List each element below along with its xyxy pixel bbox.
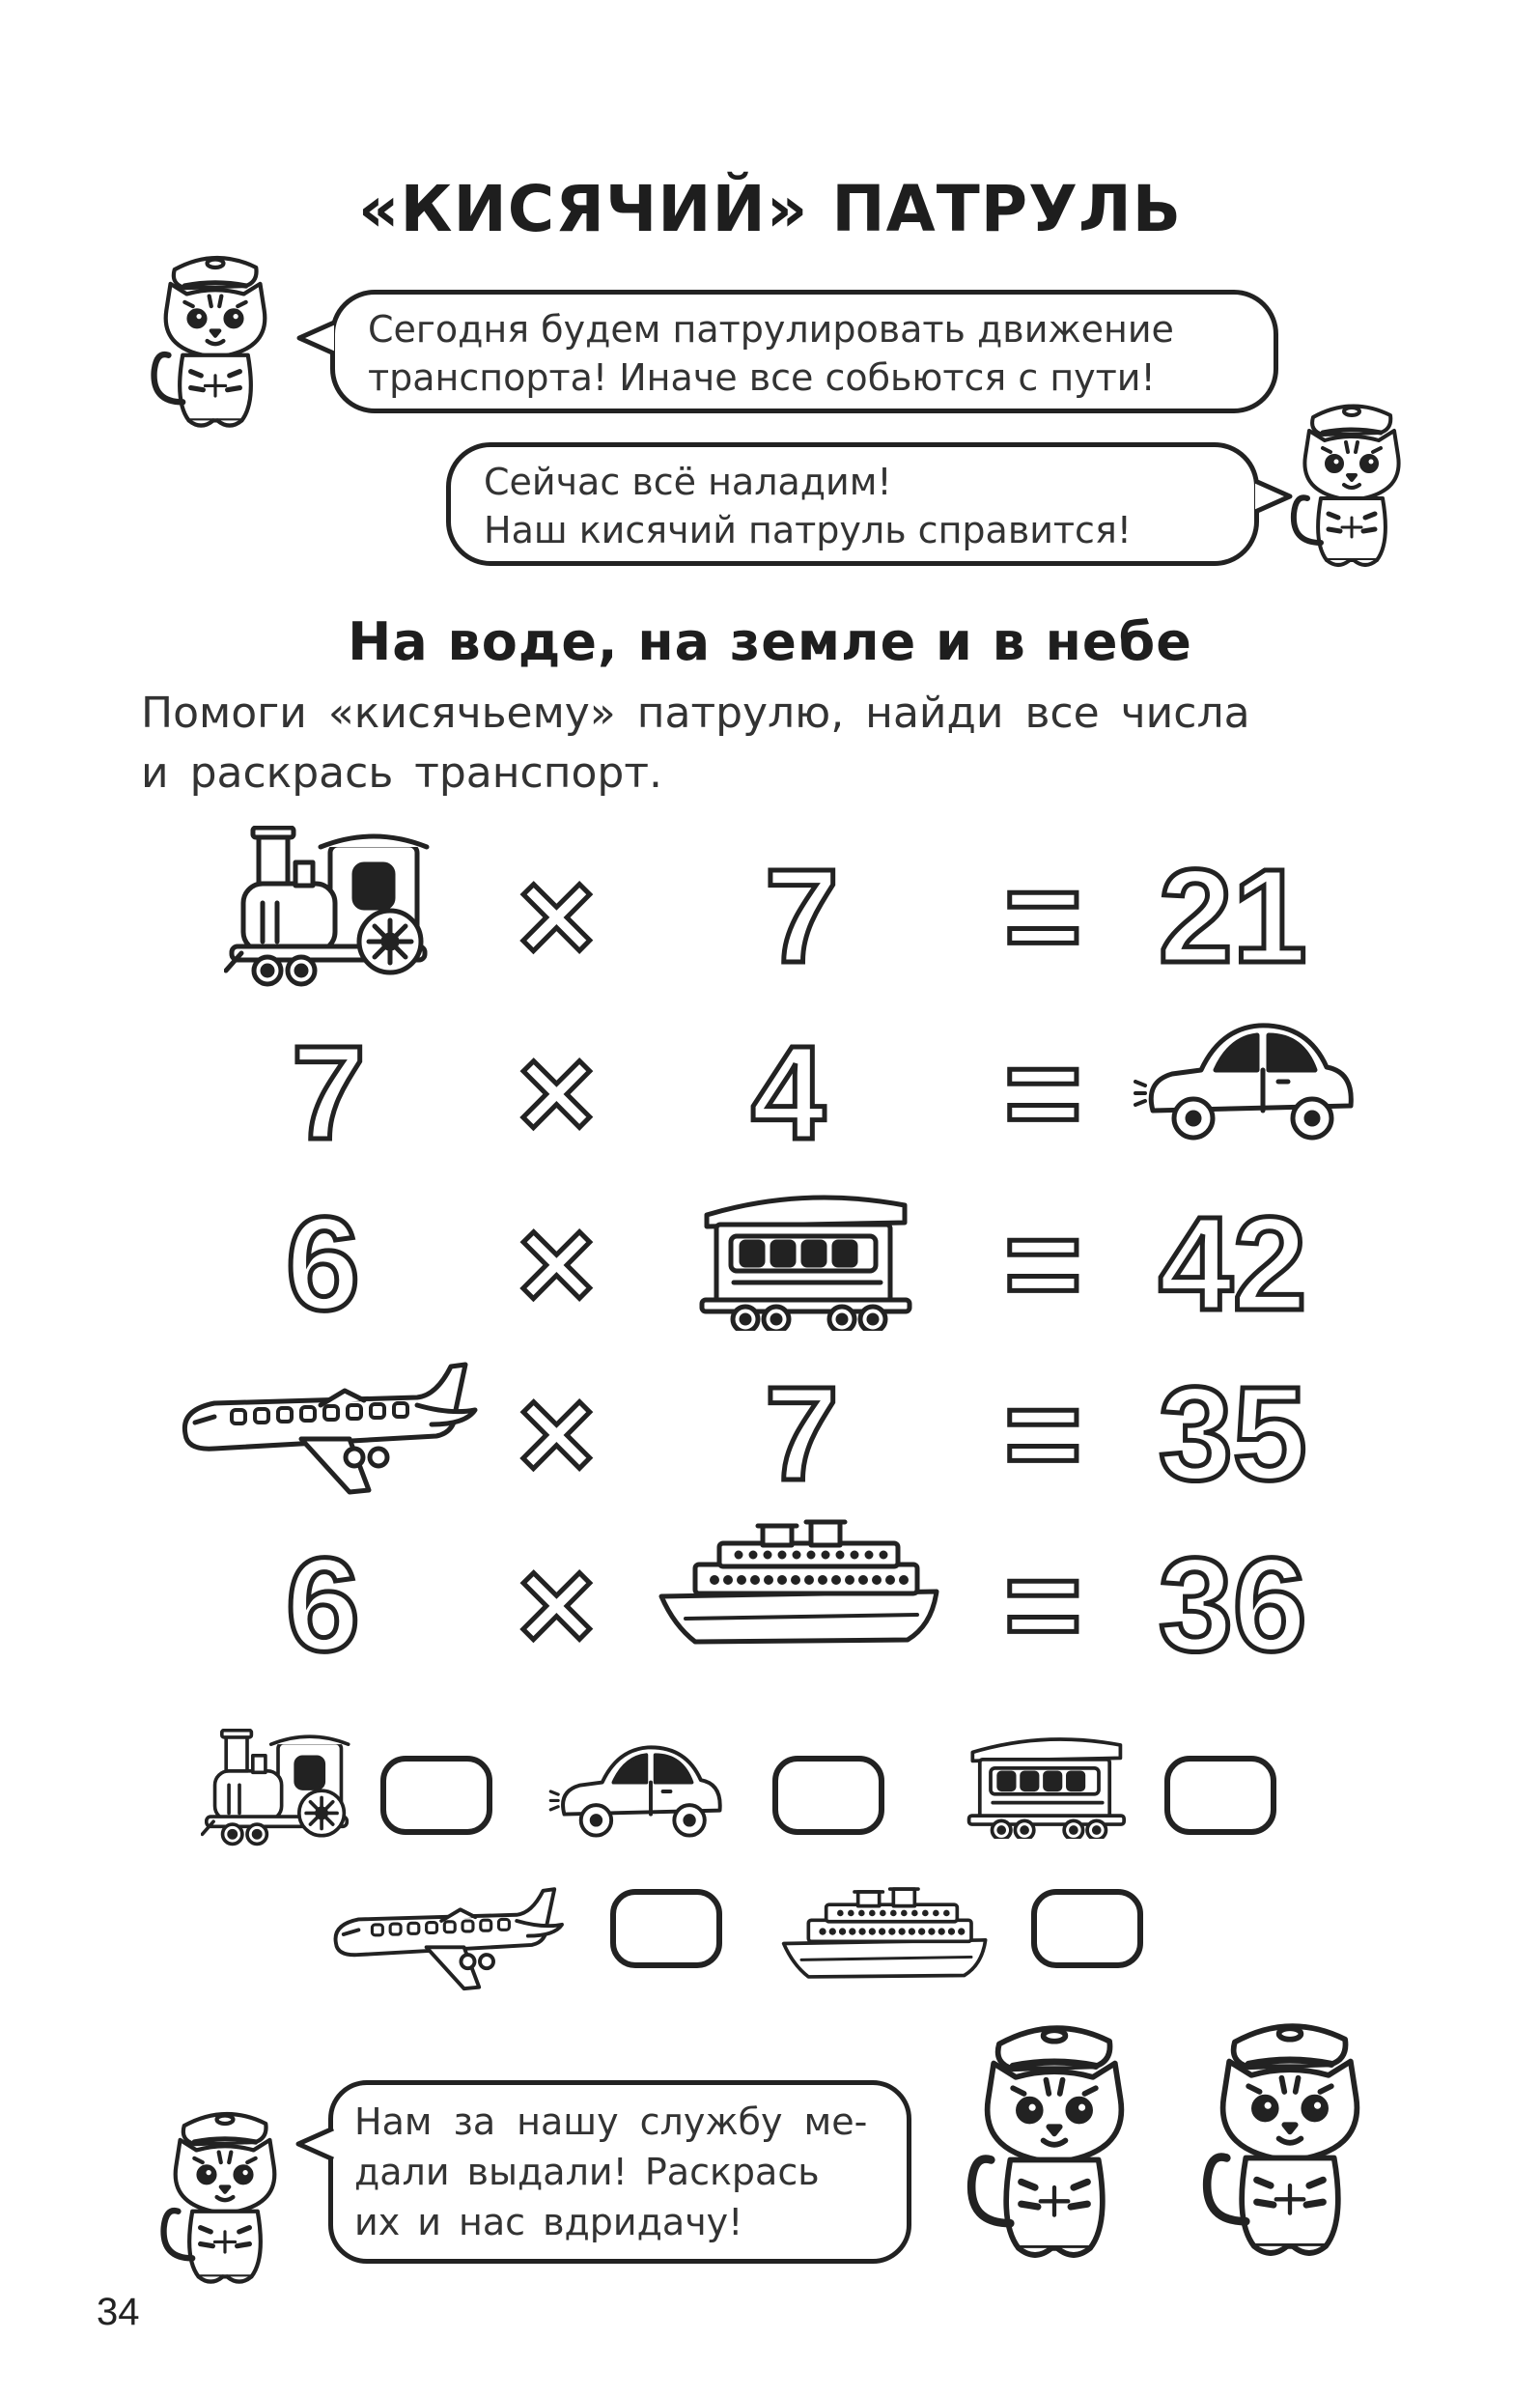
plane-icon: [176, 1357, 485, 1502]
operand-a: 6: [286, 1190, 360, 1339]
car-icon: [1134, 1014, 1365, 1149]
ship-icon: [657, 1514, 946, 1649]
operand-b: 7: [765, 842, 839, 991]
speech-bubble-top-right: [446, 442, 1259, 566]
result-number: 35: [1159, 1360, 1307, 1508]
bubble-tail: [295, 319, 338, 357]
cat-patrol-icon: [153, 2105, 297, 2289]
answer-box-wagon[interactable]: [1164, 1756, 1276, 1835]
answer-box-ship[interactable]: [1031, 1889, 1143, 1968]
operator-multiply: ×: [518, 1190, 596, 1339]
operator-multiply: ×: [518, 842, 596, 991]
page-title: «КИСЯЧИЙ» ПАТРУЛЬ: [357, 172, 1183, 246]
answer-box-plane[interactable]: [610, 1889, 722, 1968]
plane-icon: [328, 1883, 570, 1996]
car-icon: [548, 1738, 732, 1845]
operator-multiply: ×: [518, 1531, 596, 1679]
result-number: 21: [1159, 842, 1307, 991]
train-icon: [224, 826, 436, 990]
instruction-line: Помоги «кисячьему» патрулю, найди все числа: [141, 689, 1250, 738]
operator-multiply: ×: [518, 1019, 596, 1168]
result-number: 36: [1159, 1531, 1307, 1679]
instructions: [141, 684, 1348, 803]
speech-line: их и нас вдридачу!: [354, 2201, 743, 2243]
operand-a: 6: [286, 1531, 360, 1679]
speech-line: Сейчас всё наладим!: [484, 461, 892, 503]
equals-sign: =: [1004, 1531, 1082, 1679]
equals-sign: =: [1004, 1190, 1082, 1339]
speech-bubble-bottom: [328, 2080, 911, 2264]
wagon-icon: [958, 1731, 1132, 1839]
answer-box-train[interactable]: [380, 1756, 492, 1835]
answer-box-car[interactable]: [772, 1756, 884, 1835]
speech-bubble-top-left: [330, 290, 1278, 413]
instruction-line: и раскрась транспорт.: [141, 748, 662, 798]
ship-icon: [780, 1883, 993, 1983]
speech-line: Нам за нашу службу ме-: [354, 2100, 868, 2143]
speech-line: транспорта! Иначе все собьются с пути!: [368, 356, 1156, 399]
speech-line: Сегодня будем патрулировать движение: [368, 308, 1174, 351]
cat-patrol-icon: [1193, 2015, 1386, 2263]
operator-multiply: ×: [518, 1360, 596, 1508]
train-icon: [201, 1729, 355, 1848]
wagon-icon: [687, 1186, 919, 1331]
equals-sign: =: [1004, 1019, 1082, 1168]
speech-line: дали выдали! Раскрась: [354, 2151, 820, 2193]
equals-sign: =: [1004, 1360, 1082, 1508]
operand-b: 4: [751, 1019, 826, 1168]
page-number: 34: [97, 2291, 140, 2333]
cat-patrol-icon: [1284, 398, 1419, 572]
cat-patrol-icon: [958, 2016, 1151, 2265]
equals-sign: =: [1004, 842, 1082, 991]
cat-patrol-icon: [143, 249, 288, 433]
operand-b: 7: [765, 1360, 839, 1508]
bubble-tail: [294, 2125, 337, 2163]
section-title: На воде, на земле и в небе: [348, 611, 1192, 672]
operand-a: 7: [292, 1019, 366, 1168]
result-number: 42: [1159, 1190, 1307, 1339]
speech-line: Наш кисячий патруль справится!: [484, 509, 1133, 551]
